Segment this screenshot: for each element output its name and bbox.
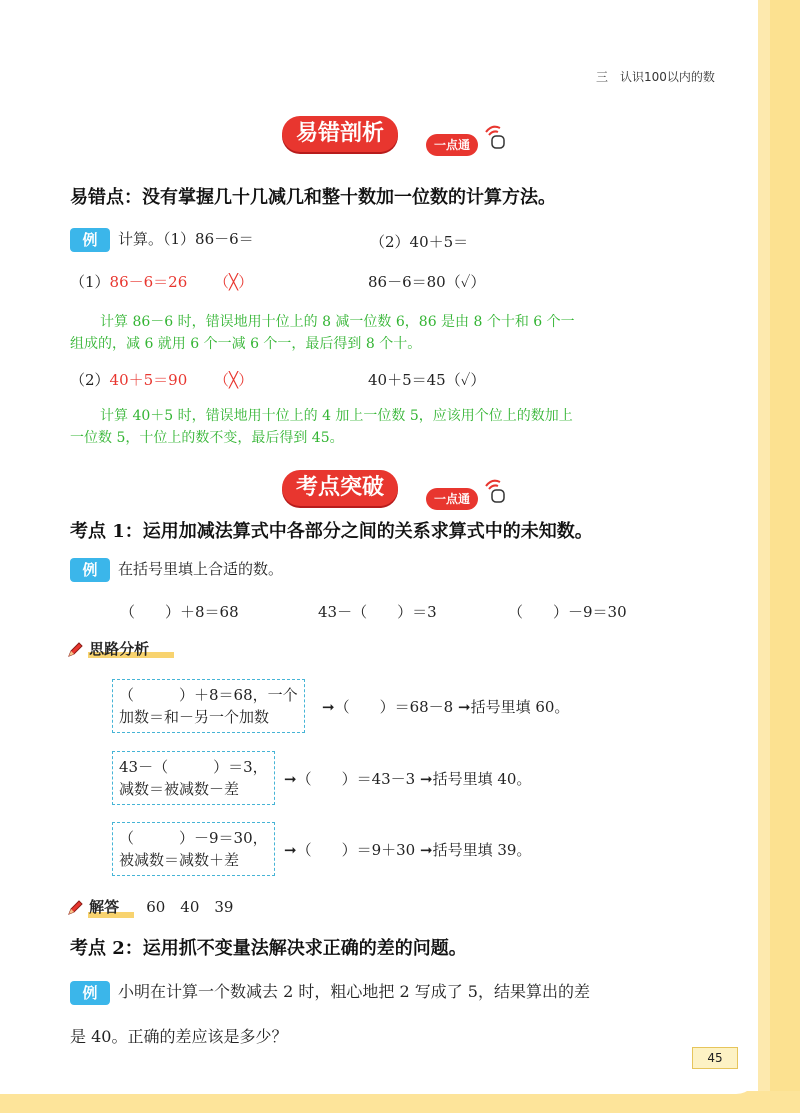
explain-1-line-1: 计算 86－6 时，错误地用十位上的 8 减一位数 6，86 是由 8 个十和 6 个一 (100, 314, 575, 330)
arrow-right-icon: ➞ (284, 770, 297, 788)
banner-tag: 一点通 (426, 134, 478, 156)
analysis-step-2 (284, 768, 531, 789)
banner-key-points (282, 470, 522, 510)
arrow-right-icon: ➞ (458, 698, 471, 716)
analysis-box-line: （ ）＋8＝68，一个 (119, 686, 298, 704)
analysis-box-line: （ ）－9＝30， (119, 829, 268, 847)
analysis-box-1 (112, 679, 305, 733)
example-3-line-2: 是 40。正确的差应该是多少？ (70, 1027, 288, 1046)
question-3: （ ）－9＝30 (508, 603, 627, 621)
wrong-answer-2-row (70, 369, 253, 390)
analysis-step-expr: （ ）＝43－3 (296, 770, 416, 788)
arrow-right-icon: ➞ (420, 770, 433, 788)
analysis-box-line: 43－（ ）＝3， (119, 758, 268, 776)
pencil-icon (66, 899, 84, 917)
analysis-step-result: 括号里填 39。 (432, 841, 532, 859)
wrong-answer-1: 86－6＝26 (109, 273, 188, 291)
key-point-2-heading: 考点 2：运用抓不变量法解决求正确的差的问题。 (70, 938, 467, 959)
example-1-prompt-2: （2）40＋5＝ (370, 233, 469, 251)
arrow-right-icon: ➞ (420, 841, 433, 859)
example-3-line-1: 小明在计算一个数减去 2 时，粗心地把 2 写成了 5，结果算出的差 (118, 982, 590, 1001)
key-point-1-heading: 考点 1：运用加减法算式中各部分之间的关系求算式中的未知数。 (70, 521, 593, 542)
answer-row (66, 896, 233, 917)
example-badge: 例 (70, 558, 110, 582)
wrong-answer-2: 40＋5＝90 (109, 371, 188, 389)
explain-2-line-1: 计算 40＋5 时，错误地用十位上的 4 加上一位数 5，应该用个位上的数加上 (100, 408, 573, 424)
pointing-hand-icon (480, 476, 510, 506)
arrow-right-icon: ➞ (322, 698, 335, 716)
example-2-prompt-row (70, 558, 283, 582)
analysis-step-expr: （ ）＝9＋30 (296, 841, 416, 859)
banner-title: 易错剖析 (282, 116, 398, 152)
example-1-prompt: 计算。（1）86－6＝ (118, 230, 254, 248)
analysis-box-line: 被减数＝减数＋差 (119, 851, 240, 869)
wrong-2-label: （2） (70, 371, 110, 389)
page-edge (758, 0, 800, 1113)
banner-tag: 一点通 (426, 488, 478, 510)
analysis-step-1 (322, 696, 569, 717)
running-head: 三 认识100以内的数 (596, 70, 715, 84)
analysis-box-2 (112, 751, 275, 805)
example-3-line-1-row (70, 979, 590, 1005)
analysis-box-line: 加数＝和－另一个加数 (119, 708, 270, 726)
wrong-mark-2: （╳） (214, 371, 254, 389)
analysis-step-result: 括号里填 60。 (470, 698, 570, 716)
banner-error-analysis (282, 116, 522, 156)
explain-1-line-2: 组成的，减 6 就用 6 个一减 6 个一，最后得到 8 个十。 (70, 336, 422, 352)
analysis-step-3 (284, 839, 531, 860)
right-answer-1: 86－6＝80（✓） (368, 273, 486, 291)
question-2: 43－（ ）＝3 (318, 603, 437, 621)
example-badge: 例 (70, 228, 110, 252)
analysis-step-result: 括号里填 40。 (432, 770, 532, 788)
pencil-icon (66, 641, 84, 659)
wrong-answer-1-row (70, 271, 253, 292)
example-2-prompt: 在括号里填上合适的数。 (118, 560, 284, 578)
answer-label: 解答 (89, 898, 120, 916)
question-1: （ ）＋8＝68 (120, 603, 239, 621)
pointing-hand-icon (480, 122, 510, 152)
example-badge: 例 (70, 981, 110, 1005)
analysis-box-3 (112, 822, 275, 876)
analysis-label: 思路分析 (89, 640, 150, 658)
wrong-1-label: （1） (70, 273, 110, 291)
analysis-heading (66, 638, 149, 659)
analysis-box-line: 减数＝被减数－差 (119, 780, 240, 798)
arrow-right-icon: ➞ (284, 841, 297, 859)
example-1-prompt-row (70, 228, 254, 252)
bottom-edge (0, 1091, 800, 1113)
page-number: 45 (692, 1047, 738, 1069)
wrong-mark-1: （╳） (214, 273, 254, 291)
explain-2-line-2: 一位数 5，十位上的数不变，最后得到 45。 (70, 430, 344, 446)
banner-title: 考点突破 (282, 470, 398, 506)
right-answer-2: 40＋5＝45（✓） (368, 371, 486, 389)
error-point-heading: 易错点：没有掌握几十几减几和整十数加一位数的计算方法。 (70, 187, 556, 208)
analysis-step-expr: （ ）＝68－8 (334, 698, 454, 716)
answer-values: 60 40 39 (146, 898, 234, 916)
